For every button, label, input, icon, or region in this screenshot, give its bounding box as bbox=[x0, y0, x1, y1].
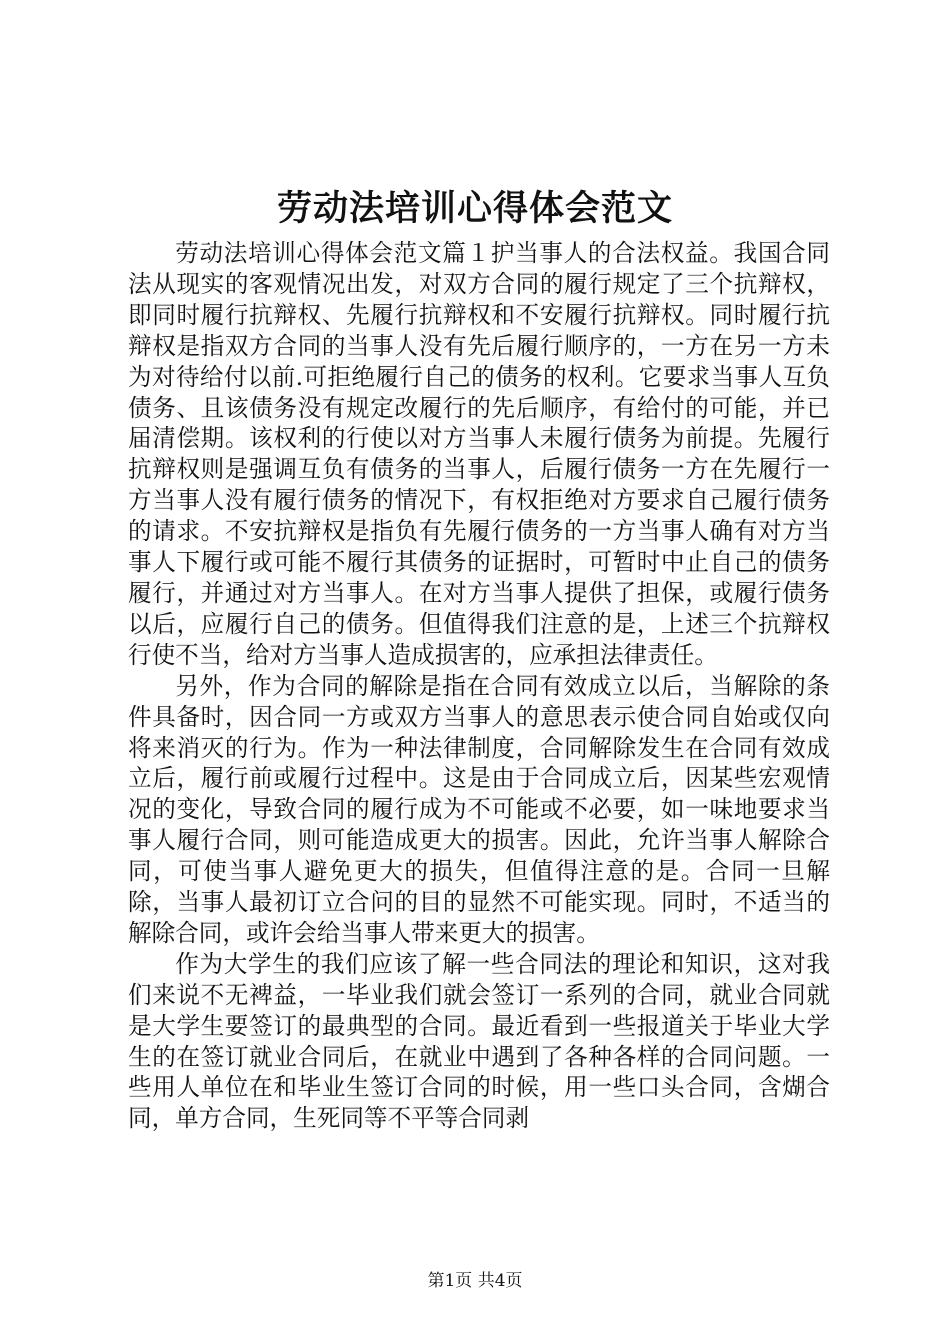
document-body bbox=[128, 238, 830, 1134]
paragraph-2: 另外，作为合同的解除是指在合同有效成立以后，当解除的条件具备时，因合同一方或双方当事人的意思表示使合同自始或仅向将来消灭的行为。作为一种法律制度，合同解除发生在合同有效成立后，履行前或履行过程中。这是由于合同成立后，因某些宏观情况的变化，导致合同的履行成为不可能或不必要，如一味地要求当事人履行合同，则可能造成更大的损害。因此，允许当事人解除合同，可使当事人避免更大的损失，但值得注意的是。合同一旦解除，当事人最初订立合问的目的显然不可能实现。同时，不适当的解除合同，或许会给当事人带来更大的损害。 bbox=[128, 671, 830, 947]
page-footer: 第1页 共4页 bbox=[427, 1271, 523, 1291]
paragraph-1: 劳动法培训心得体会范文篇１护当事人的合法权益。我国合同法从现实的客观情况出发，对双方合同的履行规定了三个抗辩权，即同时履行抗辩权、先履行抗辩权和不安履行抗辩权。同时履行抗辩权是指双方合同的当事人没有先后履行顺序的，一方在另一方未为对待给付以前.可拒绝履行自己的债务的权利。它要求当事人互负债务、且该债务没有规定改履行的先后顺序，有给付的可能，并已届清偿期。该权利的行使以对方当事人未履行债务为前提。先履行抗辩权则是强调互负有债务的当事人，后履行债务一方在先履行一方当事人没有履行债务的情况下，有权拒绝对方要求自己履行债务的请求。不安抗辩权是指负有先履行债务的一方当事人确有对方当事人下履行或可能不履行其债务的证据时，可暂时中止自己的债务履行，并通过对方当事人。在对方当事人提供了担保，或履行债务以后，应履行自己的债务。但值得我们注意的是，上述三个抗辩权行使不当，给对方当事人造成损害的，应承担法律责任。 bbox=[128, 239, 830, 669]
paragraph-3: 作为大学生的我们应该了解一些合同法的理论和知识，这对我们来说不无裨益，一毕业我们就会签订一系列的合同，就业合同就是大学生要签订的最典型的合同。最近看到一些报道关于毕业大学生的在签订就业合同后，在就业中遇到了各种各样的合同问题。一些用人单位在和毕业生签订合同的时候，用一些口头合同，含煳合同，单方合同，生死同等不平等合同剥 bbox=[128, 949, 830, 1133]
document-title: 劳动法培训心得体会范文 bbox=[276, 188, 673, 229]
